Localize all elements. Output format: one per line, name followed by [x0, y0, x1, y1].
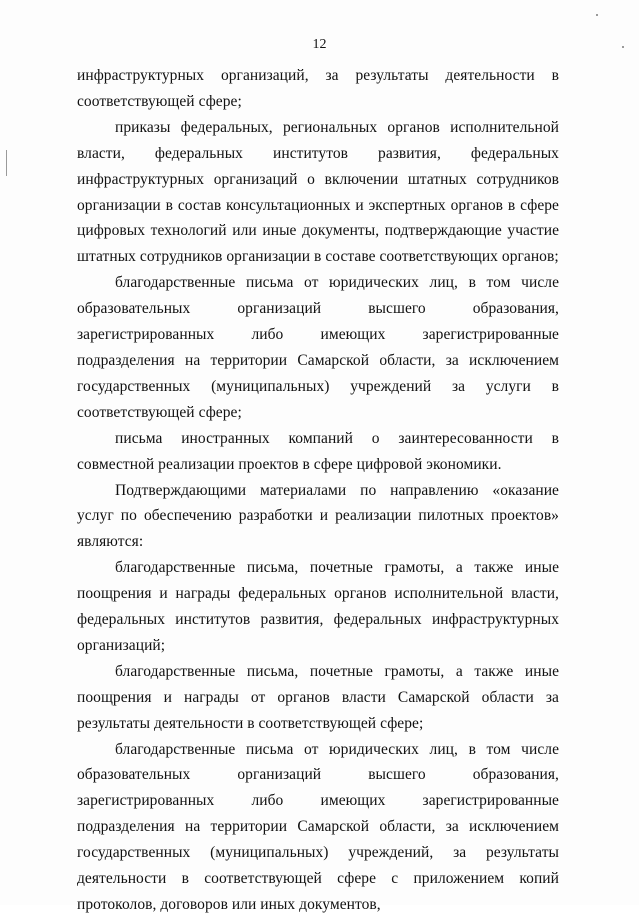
paragraph-7: благодарственные письма, почетные грамоты, а также иные поощрения и награды от органов власти Самарской области за результаты деятельности в соответствующей сфере;: [77, 662, 559, 732]
scan-artifact-right-2: [622, 46, 624, 48]
page-number: 12: [312, 37, 327, 52]
paragraph-8: благодарственные письма от юридических лиц, в том числе образовательных организаций высшего образования, зарегистрированных либо имеющих зарегистрированные подразделения на территории Самарской области, за исключением государственных (муниципальных) учреждений, за результаты деятельности в соответствующей сфере с приложением копий протоколов, договоров или иных документов,: [77, 740, 559, 913]
scan-artifact-right: [596, 14, 598, 16]
paragraph-3: благодарственные письма от юридических лиц, в том числе образовательных организаций высшего образования, зарегистрированных либо имеющих зарегистрированные подразделения на территории Самарской области, за исключением государственных (муниципальных) учреждений за услуги в соответствующей сфере;: [77, 274, 559, 421]
paragraph-2: приказы федеральных, региональных органов исполнительной власти, федеральных институтов развития, федеральных инфраструктурных организаций о включении штатных сотрудников организации в состав консультационных и экспертных органов в сфере цифровых технологий или иные документы, подтверждающие участие штатных сотрудников организации в составе соответствующих органов;: [77, 118, 559, 266]
paragraph-4: письма иностранных компаний о заинтересованности в совместной реализации проектов в сфере цифровой экономики.: [77, 429, 559, 473]
paragraph-6: благодарственные письма, почетные грамоты, а также иные поощрения и награды федеральных органов исполнительной власти, федеральных институтов развития, федеральных инфраструктурных организаций;: [77, 559, 559, 654]
document-body: [77, 63, 559, 918]
scan-artifact-left: [6, 150, 7, 176]
paragraph-5: Подтверждающими материалами по направлению «оказание услуг по обеспечению разработки и реализации пилотных проектов» являются:: [77, 481, 559, 551]
paragraph-1: инфраструктурных организаций, за результаты деятельности в соответствующей сфере;: [77, 67, 559, 110]
